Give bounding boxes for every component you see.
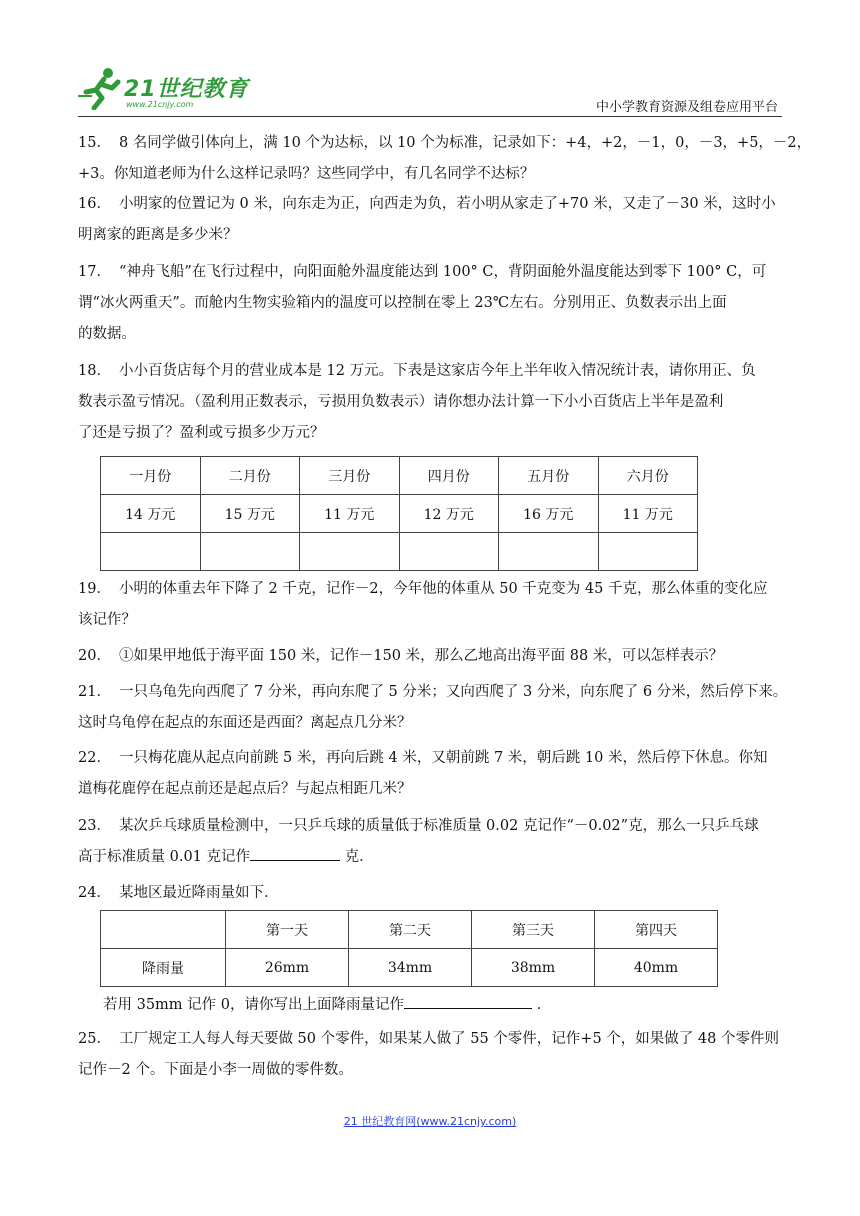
logo-text: 21世纪教育 [124, 77, 249, 102]
empty-answer-cell[interactable] [399, 533, 499, 571]
income-table [100, 456, 698, 571]
table-row [101, 911, 718, 949]
question-text: 谓“冰火两重天”。而舱内生物实验箱内的温度可以控制在零上 23℃左右。分别用正、负数表示出上面 [78, 295, 727, 311]
table-header-cell: 三月份 [300, 457, 400, 495]
table-header-cell: 第三天 [472, 911, 595, 949]
question-22 [78, 743, 782, 805]
table-cell: 14 万元 [101, 495, 201, 533]
rainfall-table [100, 910, 718, 987]
question-text: 高于标准质量 0.01 克记作 [78, 849, 251, 865]
question-text: 小明家的位置记为 0 米，向东走为正，向西走为负，若小明从家走了+70 米，又走了－30 米，这时小 [118, 196, 776, 212]
question-number: 24． [78, 885, 111, 901]
footer-link[interactable]: 21 世纪教育网(www.21cnjy.com) [343, 1115, 517, 1128]
answer-blank[interactable] [404, 994, 532, 1009]
question-23 [78, 811, 782, 873]
question-number: 19． [78, 581, 111, 597]
table-cell: 38mm [472, 949, 595, 987]
table-cell: 12 万元 [399, 495, 499, 533]
question-text: 这时乌龟停在起点的东面还是西面？离起点几分米？ [78, 715, 412, 731]
question-16 [78, 189, 782, 251]
question-text: 的数据。 [78, 326, 136, 342]
question-text: 小明的体重去年下降了 2 千克，记作－2，今年他的体重从 50 千克变为 45 千克，那么体重的变化应 [118, 581, 768, 597]
table-header-cell: 一月份 [101, 457, 201, 495]
table-header-cell: 五月份 [499, 457, 599, 495]
question-text: ． [536, 997, 552, 1013]
question-text: 明离家的距离是多少米？ [78, 227, 238, 243]
question-text: 克． [344, 849, 374, 865]
question-number: 23． [78, 818, 111, 834]
question-20 [78, 641, 782, 672]
answer-blank[interactable] [250, 846, 340, 861]
table-header-cell: 第一天 [226, 911, 349, 949]
question-number: 18． [78, 363, 111, 379]
empty-answer-cell[interactable] [200, 533, 300, 571]
question-text: ①如果甲地低于海平面 150 米，记作－150 米，那么乙地高出海平面 88 米，可以怎样表示？ [118, 648, 724, 664]
question-text: 该记作？ [78, 612, 136, 628]
question-24-followup [103, 990, 783, 1021]
table-header-cell: 第二天 [349, 911, 472, 949]
table-header-cell [101, 911, 226, 949]
question-number: 17． [78, 264, 111, 280]
table-row [101, 949, 718, 987]
question-text: 若用 35mm 记作 0，请你写出上面降雨量记作 [103, 997, 405, 1013]
question-24 [78, 878, 782, 909]
empty-answer-cell[interactable] [499, 533, 599, 571]
question-18 [78, 356, 782, 449]
question-text: “神舟飞船”在飞行过程中，向阳面舱外温度能达到 100° C，背阴面舱外温度能达到零下 100° C，可 [118, 264, 767, 280]
question-number: 16． [78, 196, 111, 212]
question-15 [78, 128, 812, 190]
platform-title: 中小学教育资源及组卷应用平台 [595, 100, 778, 115]
question-text: 8 名同学做引体向上，满 10 个为达标，以 10 个为标准，记录如下：+4，+2，－1，0，－3，+5，－2， [118, 135, 812, 151]
table-header-cell: 二月份 [200, 457, 300, 495]
question-number: 25． [78, 1031, 111, 1047]
table-row-label: 降雨量 [101, 949, 226, 987]
empty-answer-cell[interactable] [598, 533, 698, 571]
table-cell: 34mm [349, 949, 472, 987]
empty-answer-cell[interactable] [300, 533, 400, 571]
question-text: +3。你知道老师为什么这样记录吗？这些同学中，有几名同学不达标？ [78, 166, 535, 182]
question-text: 了还是亏损了？盈利或亏损多少万元？ [78, 425, 325, 441]
table-cell: 11 万元 [300, 495, 400, 533]
question-text: 工厂规定工人每人每天要做 50 个零件，如果某人做了 55 个零件，记作+5 个，如果做了 48 个零件则 [118, 1031, 779, 1047]
question-text: 小小百货店每个月的营业成本是 12 万元。下表是这家店今年上半年收入情况统计表，请你用正、负 [118, 363, 756, 379]
table-cell: 11 万元 [598, 495, 698, 533]
question-number: 21． [78, 684, 111, 700]
table-cell: 40mm [595, 949, 718, 987]
question-number: 22． [78, 750, 111, 766]
question-19 [78, 574, 782, 636]
question-text: 一只乌龟先向西爬了 7 分米，再向东爬了 5 分米；又向西爬了 3 分米，向东爬了 6 分米，然后停下来。 [118, 684, 788, 700]
table-row [101, 533, 698, 571]
question-text: 一只梅花鹿从起点向前跳 5 米，再向后跳 4 米，又朝前跳 7 米，朝后跳 10 米，然后停下休息。你知 [118, 750, 768, 766]
question-text: 某次乒乓球质量检测中，一只乒乓球的质量低于标准质量 0.02 克记作“－0.02”克，那么一只乒乓球 [118, 818, 759, 834]
table-cell: 16 万元 [499, 495, 599, 533]
table-header-cell: 四月份 [399, 457, 499, 495]
question-number: 15． [78, 135, 111, 151]
site-logo[interactable] [78, 66, 258, 110]
question-text: 道梅花鹿停在起点前还是起点后？与起点相距几米？ [78, 781, 412, 797]
logo-url: www.21cnjy.com [126, 100, 194, 109]
table-header-cell: 六月份 [598, 457, 698, 495]
question-number: 20． [78, 648, 111, 664]
question-text: 数表示盈亏情况。（盈利用正数表示，亏损用负数表示）请你想办法计算一下小小百货店上半年是盈利 [78, 394, 724, 410]
question-17 [78, 257, 782, 350]
question-text: 某地区最近降雨量如下． [118, 885, 279, 901]
table-row [101, 495, 698, 533]
table-row [101, 457, 698, 495]
question-25 [78, 1024, 782, 1086]
table-cell: 26mm [226, 949, 349, 987]
table-header-cell: 第四天 [595, 911, 718, 949]
question-text: 记作－2 个。下面是小李一周做的零件数。 [78, 1062, 353, 1078]
page-header [78, 62, 782, 117]
runner-logo-icon [78, 66, 126, 110]
question-21 [78, 677, 788, 739]
empty-answer-cell[interactable] [101, 533, 201, 571]
table-cell: 15 万元 [200, 495, 300, 533]
